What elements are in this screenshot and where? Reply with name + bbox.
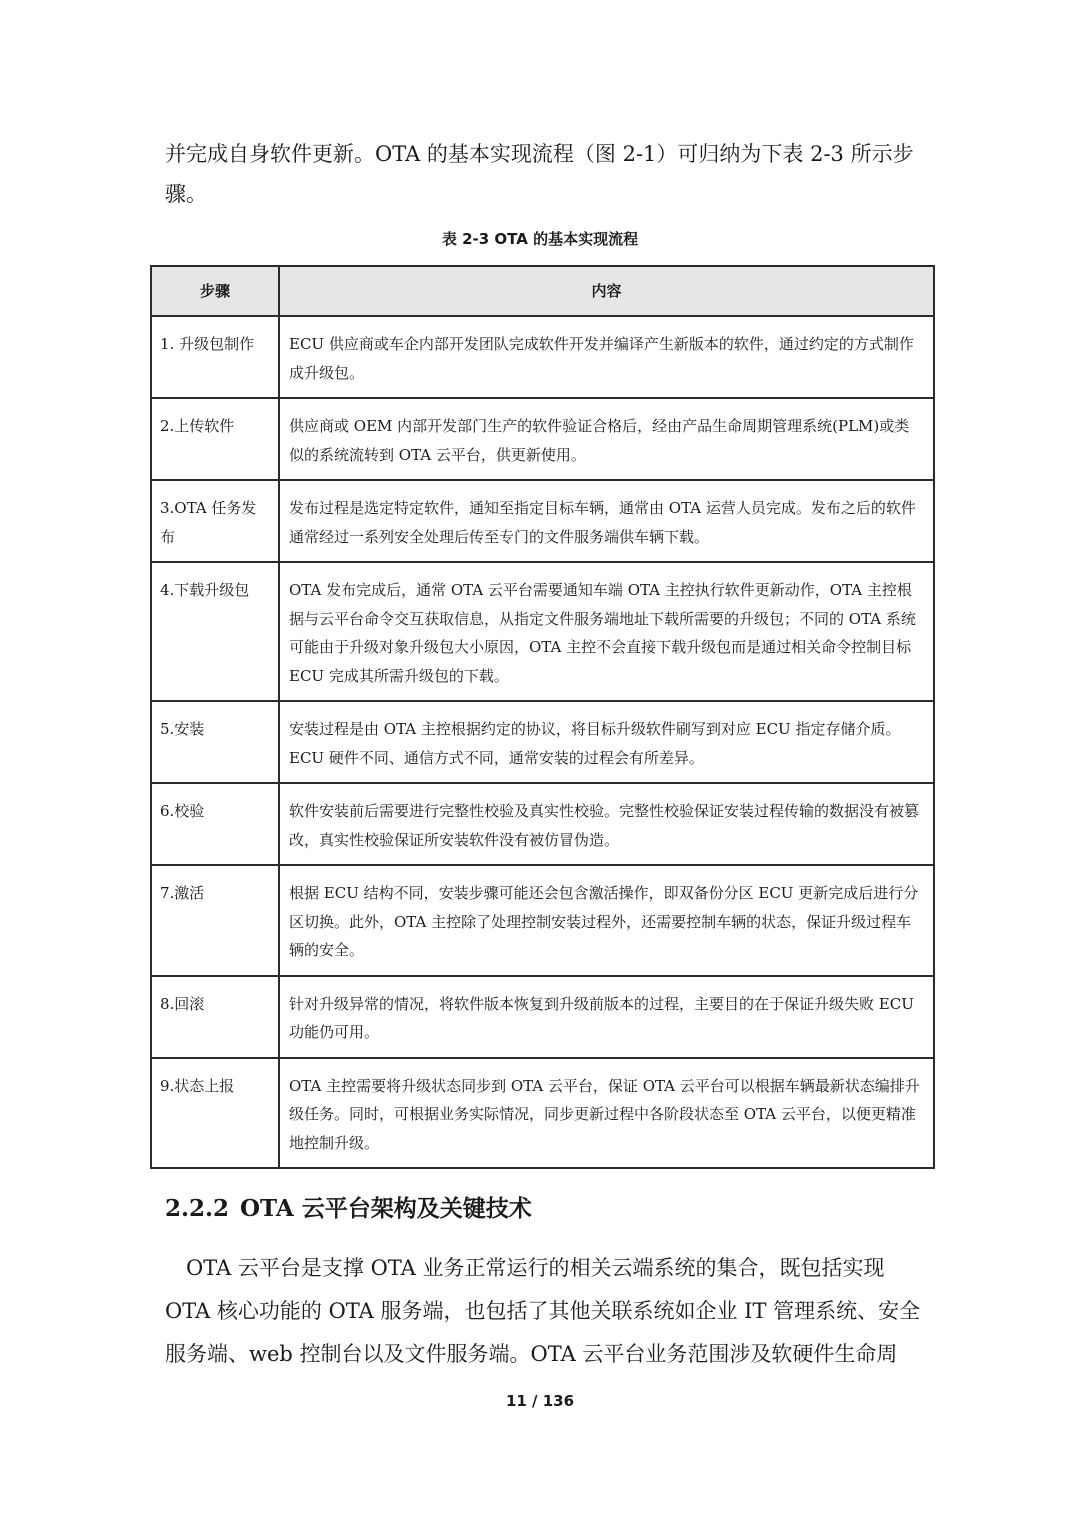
section-heading	[165, 1190, 532, 1223]
section-title: OTA 云平台架构及关键技术	[240, 1195, 532, 1222]
step-cell: 7.激活	[151, 865, 279, 976]
table-row	[151, 865, 934, 976]
content-cell: 供应商或 OEM 内部开发部门生产的软件验证合格后，经由产品生命周期管理系统(PLM)或类似的系统流转到 OTA 云平台，供更新使用。	[279, 398, 934, 480]
content-cell: OTA 发布完成后，通常 OTA 云平台需要通知车端 OTA 主控执行软件更新动作，OTA 主控根据与云平台命令交互获取信息，从指定文件服务端地址下载所需要的升级包；不同的 OTA 系统可能由于升级对象升级包大小原因，OTA 主控不会直接下载升级包而是通过相关命令控制目标 ECU 完成其所需升级包的下载。	[279, 562, 934, 701]
table-row	[151, 701, 934, 783]
body-paragraph-text: OTA 云平台是支撑 OTA 业务正常运行的相关云端系统的集合，既包括实现 OTA 核心功能的 OTA 服务端，也包括了其他关联系统如企业 IT 管理系统、安全服务端、web 控制台以及文件服务端。OTA 云平台业务范围涉及软硬件生命周	[165, 1256, 921, 1366]
content-cell: ECU 供应商或车企内部开发团队完成软件开发并编译产生新版本的软件，通过约定的方式制作成升级包。	[279, 316, 934, 398]
content-cell: 根据 ECU 结构不同，安装步骤可能还会包含激活操作，即双备份分区 ECU 更新完成后进行分区切换。此外，OTA 主控除了处理控制安装过程外，还需要控制车辆的状态，保证升级过程车辆的安全。	[279, 865, 934, 976]
table-caption: 表 2-3 OTA 的基本实现流程	[441, 230, 639, 248]
step-cell: 5.安装	[151, 701, 279, 783]
page-number: 11 / 136	[505, 1392, 575, 1410]
table-row	[151, 783, 934, 865]
intro-paragraph	[165, 134, 925, 214]
header-step: 步骤	[151, 266, 279, 316]
section-number: 2.2.2	[165, 1195, 230, 1222]
step-cell: 2.上传软件	[151, 398, 279, 480]
header-content: 内容	[279, 266, 934, 316]
intro-line-1: 并完成自身软件更新。OTA 的基本实现流程（图 2-1）可归纳为下表 2-3 所示步	[165, 142, 914, 166]
content-cell: 针对升级异常的情况，将软件版本恢复到升级前版本的过程，主要目的在于保证升级失败 ECU 功能仍可用。	[279, 976, 934, 1058]
step-cell: 6.校验	[151, 783, 279, 865]
step-cell: 3.OTA 任务发布	[151, 480, 279, 562]
step-cell: 8.回滚	[151, 976, 279, 1058]
table-row	[151, 316, 934, 398]
ota-steps-table	[150, 265, 935, 1169]
intro-line-2: 骤。	[165, 182, 207, 206]
step-cell: 9.状态上报	[151, 1058, 279, 1169]
table-row	[151, 1058, 934, 1169]
table-header-row	[151, 266, 934, 316]
table-row	[151, 562, 934, 701]
content-cell: 软件安装前后需要进行完整性校验及真实性校验。完整性校验保证安装过程传输的数据没有被篡改，真实性校验保证所安装软件没有被仿冒伪造。	[279, 783, 934, 865]
content-cell: 安装过程是由 OTA 主控根据约定的协议，将目标升级软件刷写到对应 ECU 指定存储介质。ECU 硬件不同、通信方式不同，通常安装的过程会有所差异。	[279, 701, 934, 783]
table-row	[151, 398, 934, 480]
table-row	[151, 976, 934, 1058]
step-cell: 1. 升级包制作	[151, 316, 279, 398]
table-row	[151, 480, 934, 562]
content-cell: OTA 主控需要将升级状态同步到 OTA 云平台，保证 OTA 云平台可以根据车辆最新状态编排升级任务。同时，可根据业务实际情况，同步更新过程中各阶段状态至 OTA 云平台，以便更精准地控制升级。	[279, 1058, 934, 1169]
body-paragraph	[165, 1247, 925, 1376]
content-cell: 发布过程是选定特定软件，通知至指定目标车辆，通常由 OTA 运营人员完成。发布之后的软件通常经过一系列安全处理后传至专门的文件服务端供车辆下载。	[279, 480, 934, 562]
step-cell: 4.下载升级包	[151, 562, 279, 701]
